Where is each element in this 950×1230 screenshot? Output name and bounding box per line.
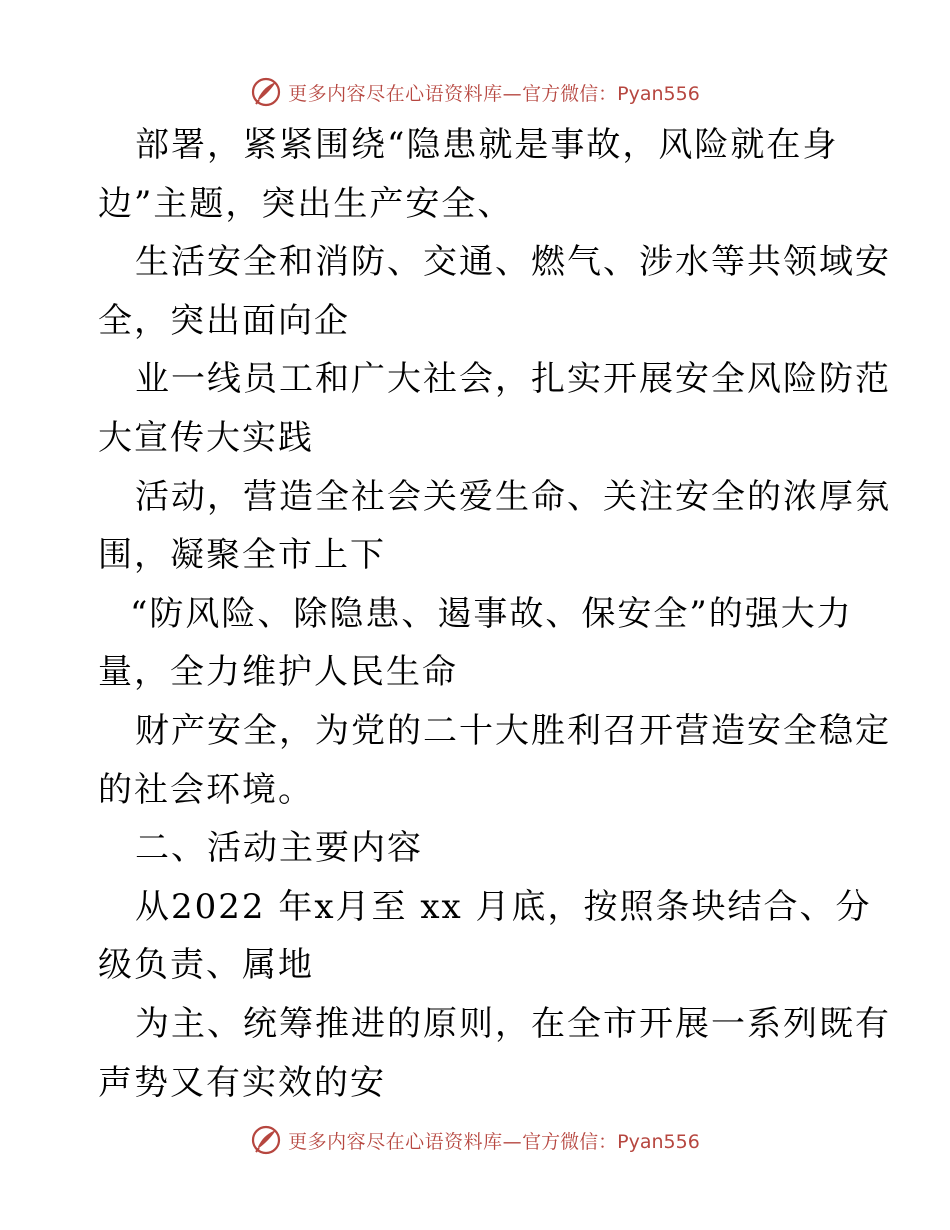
document-body <box>98 116 891 1112</box>
pen-feather-logo-icon <box>250 76 282 108</box>
section-heading: 二、活动主要内容 <box>135 828 423 869</box>
banner-text: 更多内容尽在心语资料库— <box>288 82 523 105</box>
banner-wechat-id: 官方微信：Pyan556 <box>522 1130 700 1153</box>
text-line: 财产安全，为党的二十大胜利召开营造安全稳定 <box>135 710 891 751</box>
text-line: 活动，营造全社会关爱生命、关注安全的浓厚氛 <box>135 476 891 517</box>
text-line: 为主、统筹推进的原则，在全市开展一系列既有 <box>135 1003 891 1044</box>
text-line: 生活安全和消防、交通、燃气、涉水等共领域安 <box>135 242 891 283</box>
text-line: 全，突出面向企 <box>98 300 350 341</box>
text-line: “防风险、除隐患、遏事故、保安全”的强大力 <box>130 593 853 634</box>
banner-wechat-id: 官方微信：Pyan556 <box>522 82 700 105</box>
text-line: 从2022 年x月至 xx 月底，按照条块结合、分 <box>135 886 872 927</box>
banner-text: 更多内容尽在心语资料库— <box>288 1130 523 1153</box>
text-line: 声势又有实效的安 <box>98 1062 386 1103</box>
pen-feather-logo-icon <box>250 1124 282 1156</box>
text-line: 围，凝聚全市上下 <box>98 535 386 576</box>
text-line: 大宣传大实践 <box>98 417 314 458</box>
text-line: 边”主题，突出生产安全、 <box>98 183 514 224</box>
footer-watermark-banner <box>0 1120 950 1160</box>
text-line: 部署，紧紧围绕“隐患就是事故，风险就在身 <box>135 125 839 165</box>
text-line: 业一线员工和广大社会，扎实开展安全风险防范 <box>135 359 891 400</box>
header-watermark-banner <box>0 72 950 112</box>
text-line: 量，全力维护人民生命 <box>98 652 458 693</box>
text-line: 的社会环境。 <box>98 769 314 810</box>
text-line: 级负责、属地 <box>98 945 314 986</box>
